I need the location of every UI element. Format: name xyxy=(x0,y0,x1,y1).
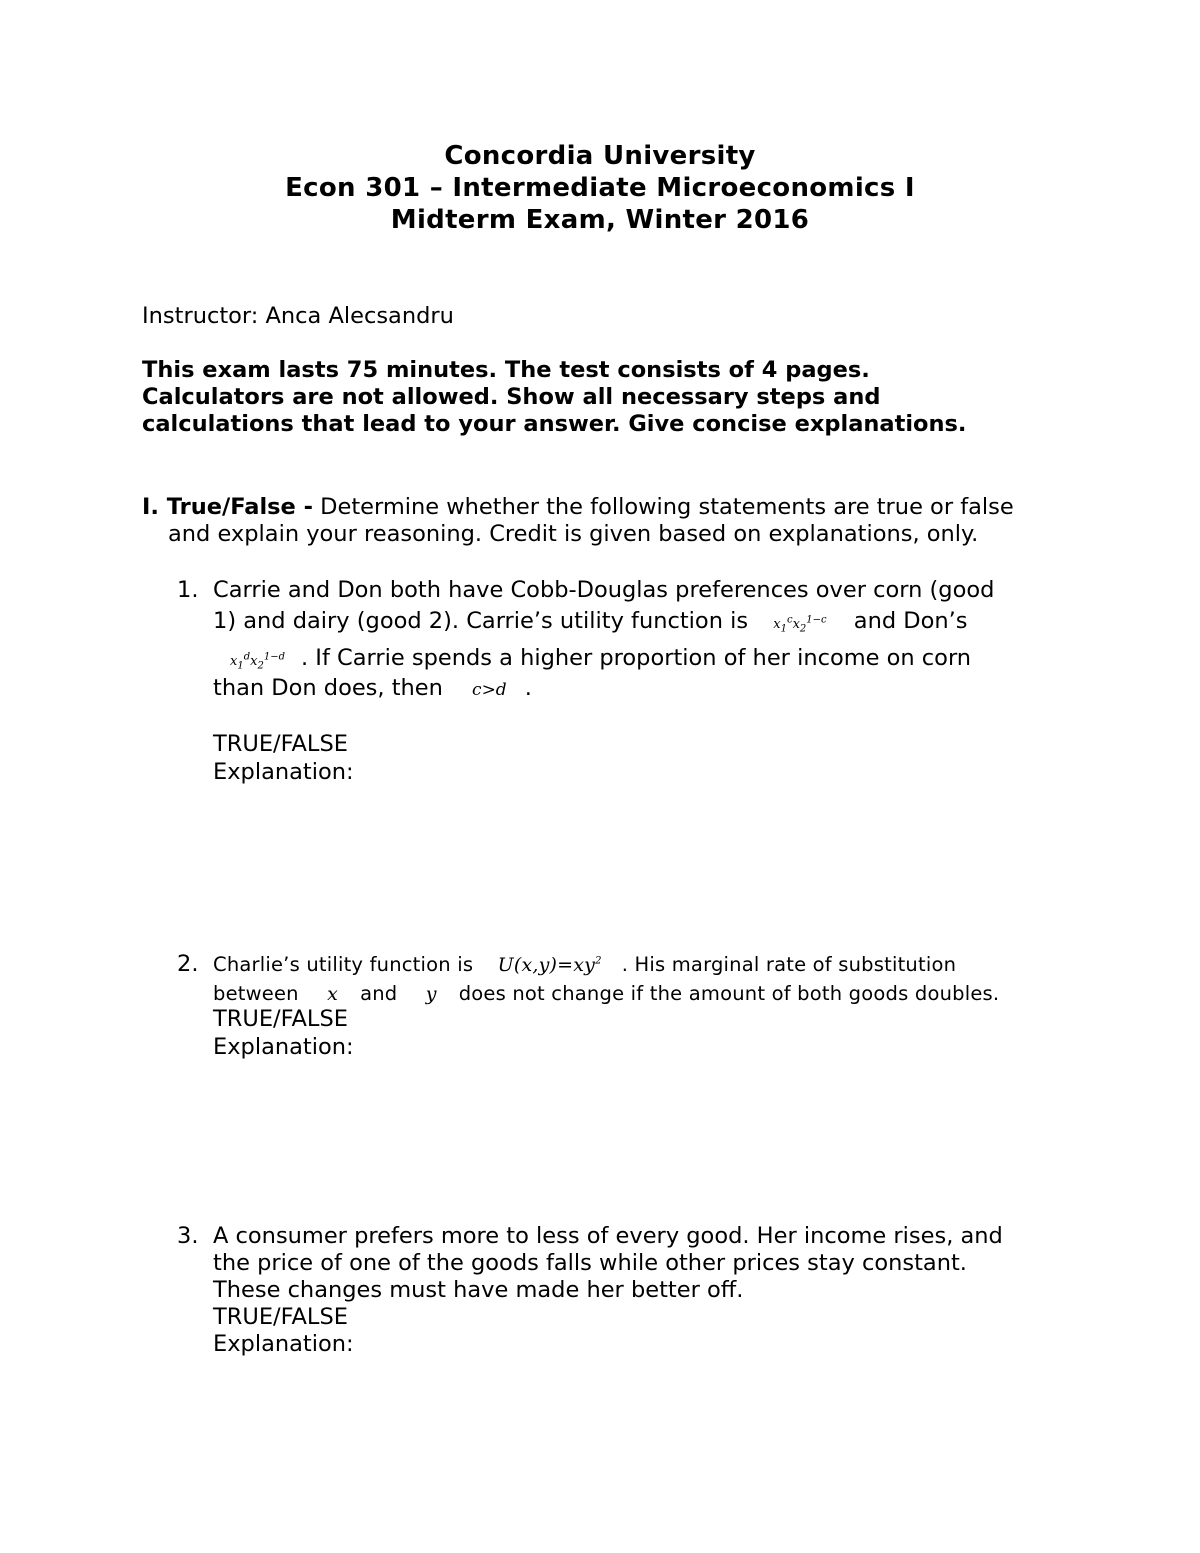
question-3-line-1: A consumer prefers more to less of every good. Her income rises, and xyxy=(213,1223,1003,1249)
question-1-number: 1. xyxy=(177,577,199,603)
question-1-line-1: Carrie and Don both have Cobb-Douglas preferences over corn (good xyxy=(213,577,995,603)
question-1-explanation-label: Explanation: xyxy=(213,759,354,785)
question-2-line-2c: does not change if the amount of both goods doubles. xyxy=(458,982,1000,1005)
question-1-line-3-text: . If Carrie spends a higher proportion of her income on corn xyxy=(301,645,972,671)
question-2-explanation-label: Explanation: xyxy=(213,1034,354,1060)
question-3-explanation-label: Explanation: xyxy=(213,1331,354,1357)
instructions-line-2: Calculators are not allowed. Show all necessary steps and xyxy=(142,384,881,410)
question-1-answer-label: TRUE/FALSE xyxy=(213,731,348,757)
section-intro-line-1 xyxy=(142,493,1014,521)
exam-title: Midterm Exam, Winter 2016 xyxy=(390,205,810,235)
question-3-answer-label: TRUE/FALSE xyxy=(213,1304,348,1330)
university-title: Concordia University xyxy=(444,141,756,171)
variable-x: x xyxy=(327,983,339,1005)
section-intro-line-2: and explain your reasoning. Credit is given based on explanations, only. xyxy=(168,521,979,547)
question-1-line-4 xyxy=(213,674,532,704)
question-2-line-2 xyxy=(213,982,999,1005)
question-3-line-2: the price of one of the goods falls while other prices stay constant. xyxy=(213,1250,967,1276)
variable-y: y xyxy=(425,983,437,1005)
instructor-line: Instructor: Anca Alecsandru xyxy=(142,303,454,329)
question-2-number: 2. xyxy=(177,951,199,977)
question-2-line-1b: . His marginal rate of substitution xyxy=(621,953,957,976)
question-1-line-2a: 1) and dairy (good 2). Carrie’s utility function is xyxy=(213,608,749,634)
question-1-line-4a: than Don does, then xyxy=(213,675,443,701)
condition-c-greater-d: c>d xyxy=(472,680,507,700)
section-heading: I. True/False - xyxy=(142,494,313,520)
question-3-line-3: These changes must have made her better off. xyxy=(213,1277,744,1303)
instructions-line-1: This exam lasts 75 minutes. The test consists of 4 pages. xyxy=(142,357,870,383)
question-2-line-1 xyxy=(213,953,956,976)
question-1-line-2 xyxy=(213,607,968,639)
question-1-line-3 xyxy=(230,644,971,676)
carrie-utility-formula: $x_1^cx_2^{1-c}$ xyxy=(773,614,827,635)
question-2-line-1a: Charlie’s utility function is xyxy=(213,953,474,976)
question-2-line-2b: and xyxy=(360,982,398,1005)
course-title: Econ 301 – Intermediate Microeconomics I xyxy=(285,173,915,203)
question-2-answer-label: TRUE/FALSE xyxy=(213,1006,348,1032)
question-1-line-2b: and Don’s xyxy=(853,608,968,634)
instructions-line-3: calculations that lead to your answer. Give concise explanations. xyxy=(142,411,967,437)
question-2-line-2a: between xyxy=(213,982,299,1005)
don-utility-formula: $x_1^dx_2^{1-d}$ xyxy=(230,651,285,672)
question-3-number: 3. xyxy=(177,1223,199,1249)
question-1-line-4b: . xyxy=(524,675,532,701)
charlie-utility-formula: $U(x,y)=xy^2$ xyxy=(497,954,602,976)
section-intro-text: Determine whether the following statements are true or false xyxy=(313,494,1014,520)
